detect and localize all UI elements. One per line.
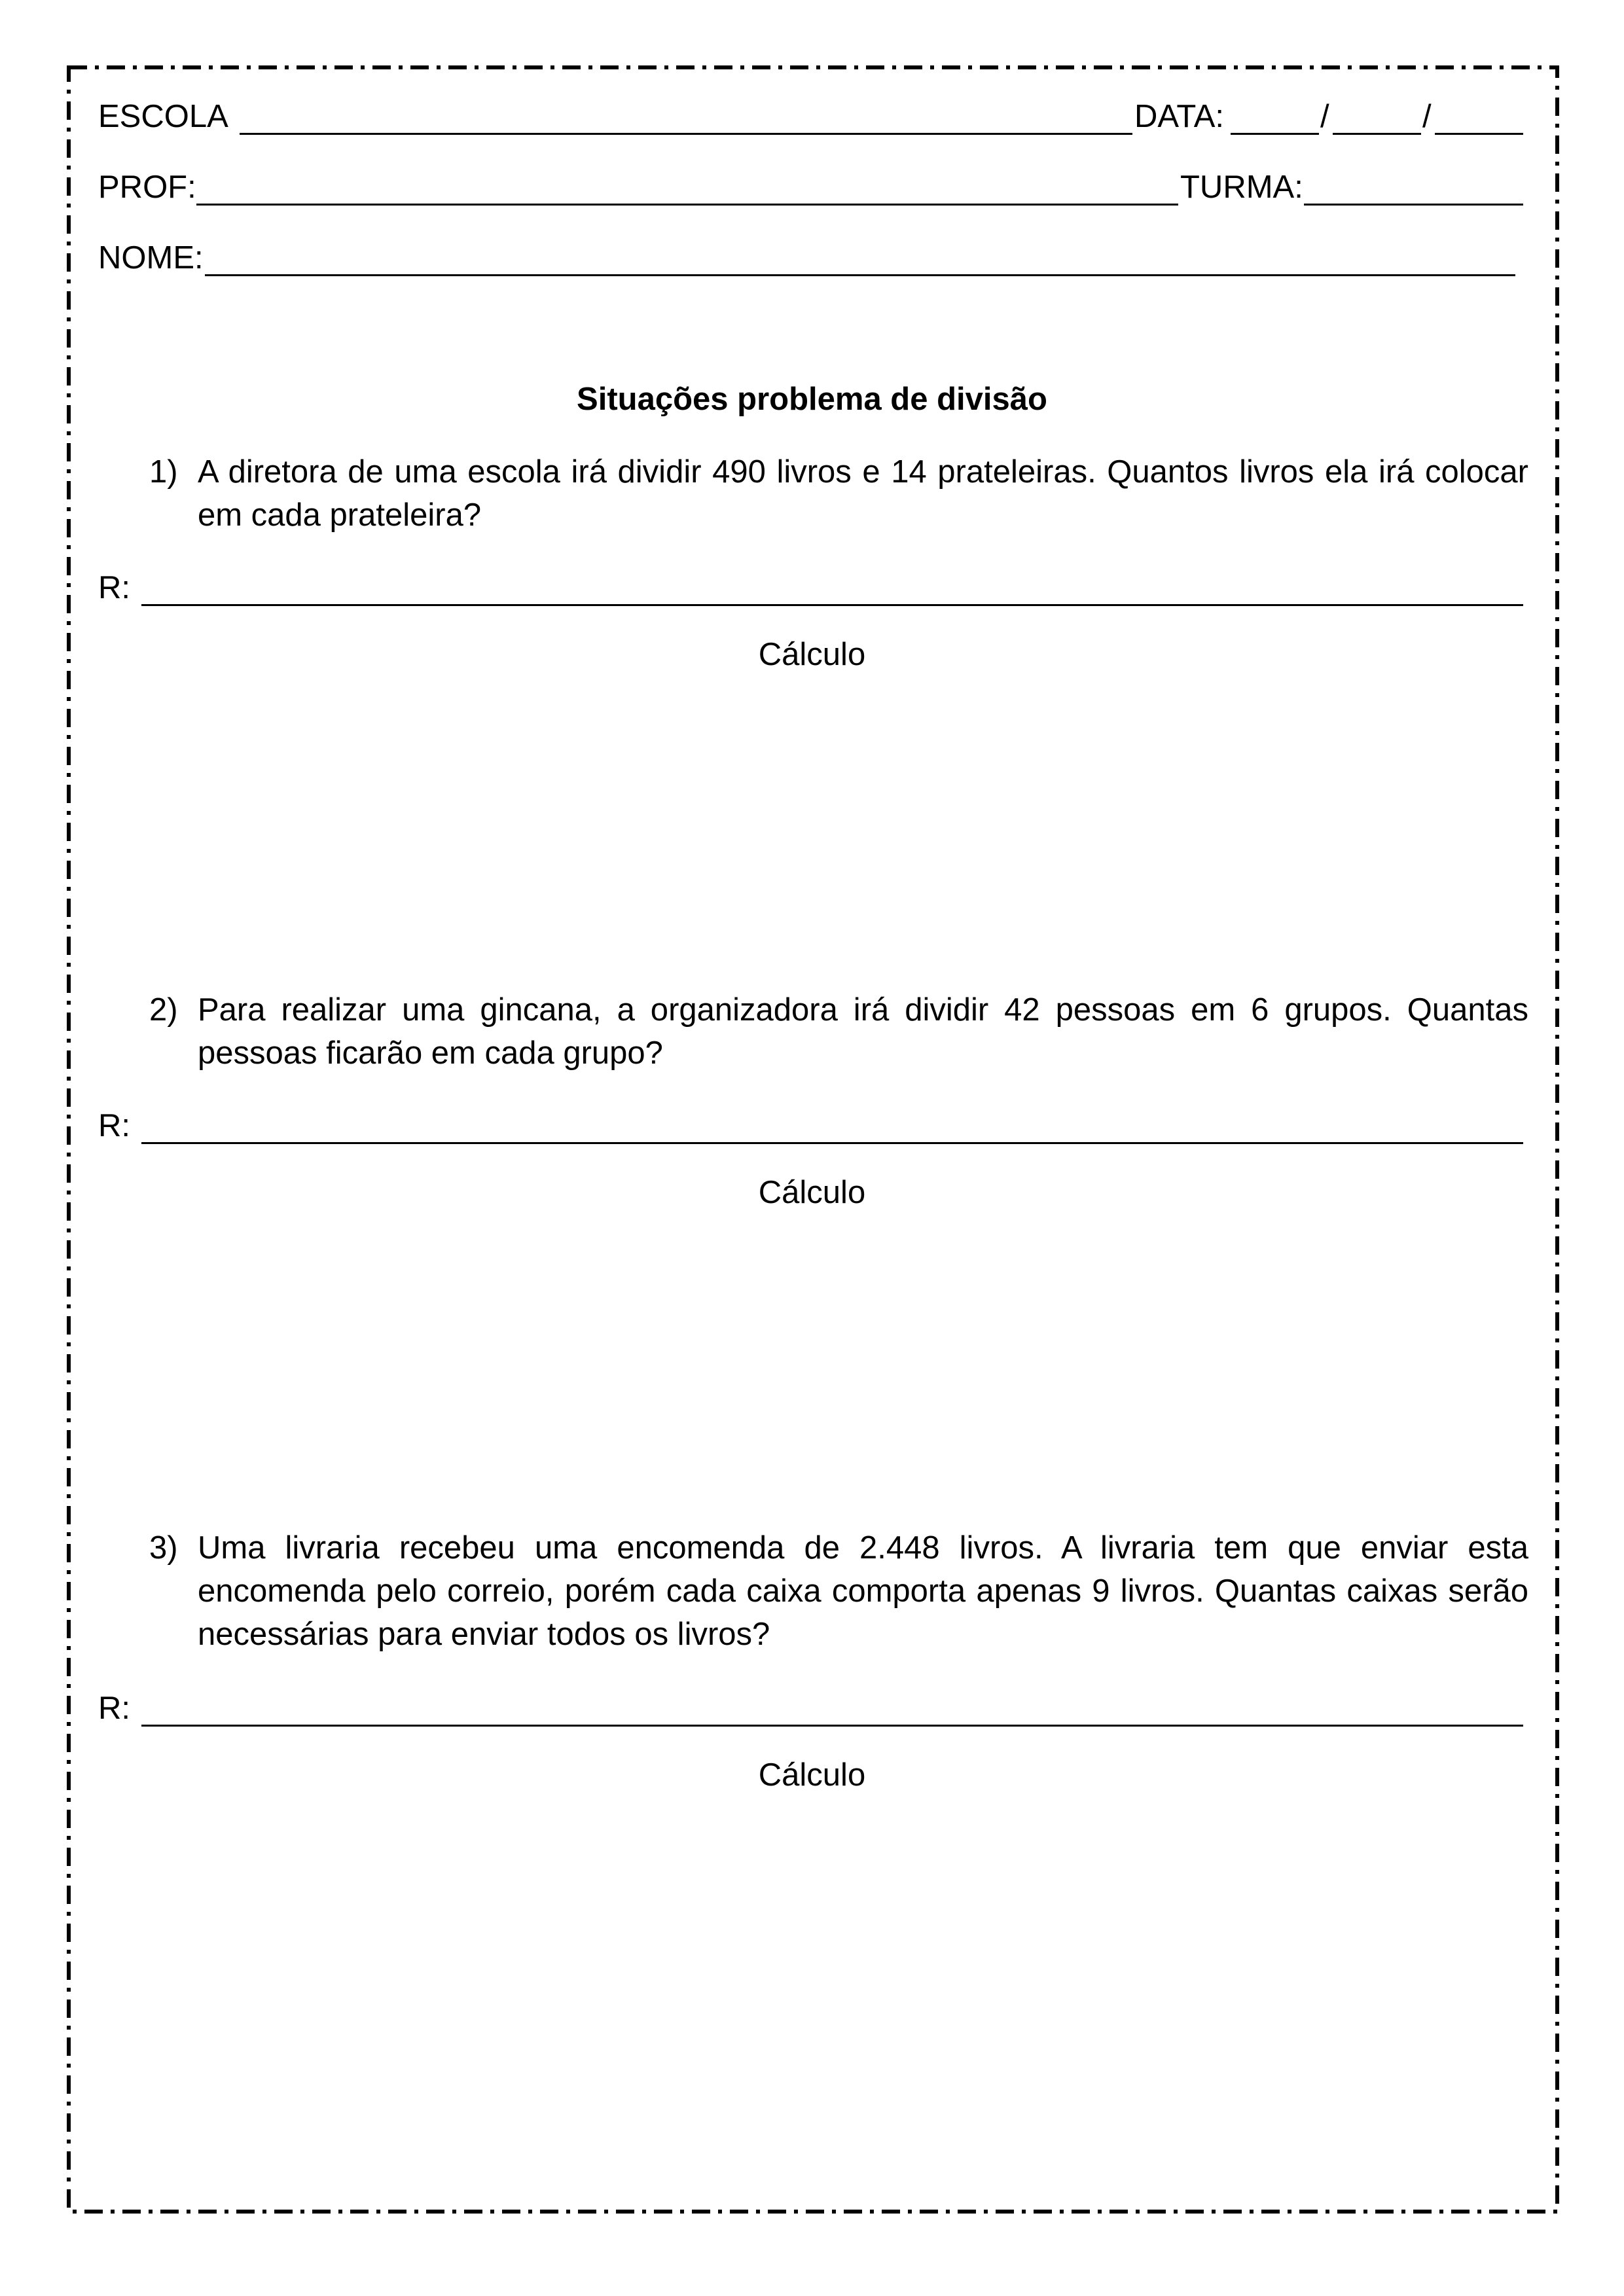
school-field[interactable] — [240, 133, 1132, 135]
teacher-label: PROF: — [98, 170, 196, 205]
question-number: 3) — [149, 1530, 178, 1566]
teacher-field[interactable] — [196, 204, 1178, 206]
answer-field[interactable] — [141, 1725, 1523, 1727]
calculation-label: Cálculo — [758, 1757, 866, 1793]
school-label: ESCOLA — [98, 99, 228, 134]
answer-label: R: — [98, 1691, 130, 1726]
date-day-field[interactable] — [1231, 133, 1319, 135]
calculation-label: Cálculo — [758, 1175, 866, 1210]
worksheet-title: Situações problema de divisão — [577, 382, 1047, 417]
answer-label: R: — [98, 570, 130, 605]
question-text: Para realizar uma gincana, a organizadora irá dividir 42 pessoas em 6 grupos. Quantas pessoas ficarão em cada grupo? — [198, 992, 1528, 1071]
calculation-area[interactable] — [98, 1801, 1523, 2168]
name-label: NOME: — [98, 240, 204, 276]
calculation-area[interactable] — [98, 681, 1523, 969]
name-field[interactable] — [205, 274, 1515, 276]
date-month-field[interactable] — [1333, 133, 1421, 135]
date-year-field[interactable] — [1435, 133, 1523, 135]
date-separator: / — [1320, 99, 1329, 134]
date-separator: / — [1422, 99, 1432, 134]
class-field[interactable] — [1304, 204, 1523, 206]
answer-field[interactable] — [141, 604, 1523, 606]
question-text: Uma livraria recebeu uma encomenda de 2.448 livros. A livraria tem que enviar esta encomenda pelo correio, porém cada caixa comporta apenas 9 livros. Quantas caixas serão necessárias para enviar todos os livros? — [198, 1530, 1528, 1652]
calculation-area[interactable] — [98, 1219, 1523, 1507]
answer-label: R: — [98, 1108, 130, 1143]
class-label: TURMA: — [1180, 170, 1303, 205]
date-label: DATA: — [1134, 99, 1225, 134]
answer-field[interactable] — [141, 1142, 1523, 1144]
question-text: A diretora de uma escola irá dividir 490 livros e 14 prateleiras. Quantos livros ela irá colocar em cada prateleira? — [198, 454, 1528, 533]
question-number: 1) — [149, 454, 178, 490]
calculation-label: Cálculo — [758, 637, 866, 672]
question-number: 2) — [149, 992, 178, 1028]
